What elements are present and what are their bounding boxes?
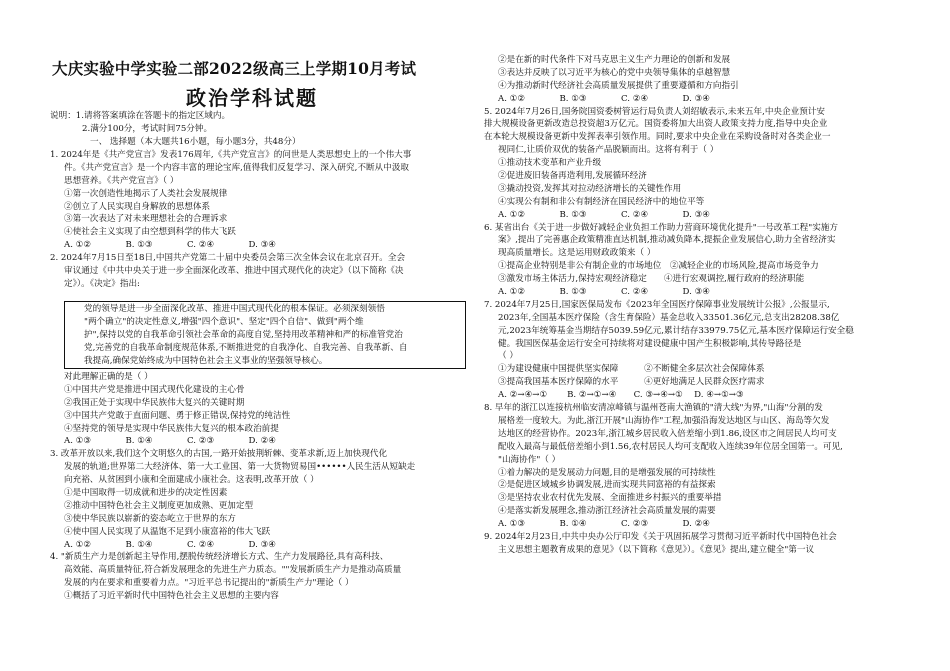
text-line: ④实现公有制和非公有制经济在国民经济中的地位平等 <box>498 196 705 207</box>
text-line: 定》）。《决定》指出: <box>64 278 140 289</box>
text-line: ②促进废旧装备再造利用,发展循环经济 <box>498 171 647 182</box>
text-line: ①着力解决的是发展动力问题,目的是增强发展的可持续性 <box>498 467 716 478</box>
text-line: 7. 2024年7月25日,国家医保局发布《2023年全国医疗保障事业发展统计公报》,公报显示, <box>484 299 830 310</box>
text-line: 5. 2024年7月26日,国务院国资委树管运行局负责人刘绍敏表示,未来五年,中央企业预计安 <box>484 106 825 117</box>
text-line: 展格差一度较大。为此,浙江开展"山海协作"工程,加强沿海发达地区与山区、海岛等欠发 <box>498 415 830 426</box>
text-line: ②创立了人民实现自身解放的思想体系 <box>64 201 211 212</box>
text-line: 配收入最高与最低倍差缩小到1.56,农村居民人均可支配收入连续39年位居全国第一。可见, <box>498 441 843 452</box>
text-line: ②推动中国特色社会主义制度更加成熟、更加定型 <box>64 500 254 511</box>
text-line: A. ②→④→① B. ②→①→④ C. ③→④→① D. ④→①→③ <box>498 390 744 401</box>
text-line: 我提高,确保党始终成为中国特色社会主义事业的坚强领导核心。 <box>84 355 328 366</box>
text-line: "两个确立"的决定性意义,增强"四个意识"、坚定"四个自信"、做到"两个维 <box>84 316 364 327</box>
text-line: ①第一次创造性地揭示了人类社会发展规律 <box>64 188 228 199</box>
exam-title: 大庆实验中学实验二部2022级高三上学期10月考试 <box>52 59 417 78</box>
text-line: ②是在新的时代条件下对马克思主义生产力理论的创新和发展 <box>498 55 731 65</box>
text-line: ③第一次表达了对未来理想社会的合理诉求 <box>64 214 228 225</box>
text-line: ④坚持党的领导是实现中华民族伟大复兴的根本政治前提 <box>64 423 279 434</box>
text-line: 健。我国医保基金运行安全可持续将对建设健康中国产生积极影响,其传导路径是 <box>498 338 802 349</box>
text-line: ③撬动投资,发挥其对拉动经济增长的关键性作用 <box>498 183 682 194</box>
text-line: 发展的内在要求和重要着力点。"习近平总书记提出的"新质生产力"理论（ ） <box>64 578 354 589</box>
text-line: A. ①③ B. ①④ C. ②③ D. ②④ <box>64 436 276 447</box>
text-line: 在本轮大规模设备更新中发挥表率引领作用。同时,要求中央企业在采购设备时对各类企业一 <box>484 132 831 143</box>
text-line: ①概括了习近平新时代中国特色社会主义思想的主要内容 <box>64 591 279 602</box>
text-line: ①中国共产党是推进中国式现代化建设的主心骨 <box>64 384 245 395</box>
text-line: 视同仁,让质价双优的装备产品脱颖而出。这将有利于（ ） <box>498 145 719 156</box>
exam-notes <box>50 110 301 149</box>
text-line: A. ①② B. ①③ C. ②④ D. ③④ <box>64 240 276 251</box>
text-line: ④使中国人民实现了从温饱不足到小康富裕的伟大飞跃 <box>64 526 271 537</box>
text-line: 护",保持以党的自我革命引领社会革命的高度自觉,坚持用改革精神和严的标准管党治 <box>84 329 403 340</box>
text-line: "山海协作"（ ） <box>498 454 561 465</box>
text-line: ④使社会主义实现了由空想到科学的伟大飞跃 <box>64 227 236 238</box>
right-column <box>484 54 924 557</box>
text-line: ③表达并反映了以习近平为核心的党中央领导集体的卓越智慧 <box>498 67 731 78</box>
text-line: 排大规模设备更新改造总投资超3万亿元。国资委将加大出资人政策支持力度,指导中央企业 <box>484 119 828 130</box>
exam-subtitle: 政治学科试题 <box>186 86 318 110</box>
note-line: 2.满分100分，考试时间75分钟。 <box>82 123 213 134</box>
text-line: （ ） <box>498 351 518 362</box>
text-line: ③是坚持农业农村优先发展、全面推进乡村振兴的重要举措 <box>498 493 722 504</box>
text-line: ①是中国取得一切成就和进步的决定性因素 <box>64 488 228 499</box>
text-line: ①提高企业特别是非公有制企业的市场地位 ②减轻企业的市场风险,提高市场竞争力 <box>498 261 819 272</box>
text-line: 主义思想主题教育成果的意见》（以下简称《意见》）。《意见》提出,建立健全"第一议 <box>498 544 815 555</box>
text-line: ③使中华民族以崭新的姿态屹立于世界的东方 <box>64 513 236 524</box>
text-line: 2023年,全国基本医疗保险（含生育保险）基金总收入33501.36亿元,总支出28208.38亿 <box>498 312 840 323</box>
text-line: 3. 改革开放以来,我们这个文明悠久的古国,一路开始披荆斩棘、变革求新,迈上加快现代化 <box>50 449 388 460</box>
text-line: 高效能、高质量特征,符合新发展理念的先进生产力质态。""发展新质生产力是推动高质量 <box>64 565 402 576</box>
text-line: 向充裕、从贫困到小康和全面建成小康社会。这表明,改革开放（ ） <box>64 475 319 486</box>
text-line: 9. 2024年2月23日,中共中央办公厅印发《关于巩固拓展学习贯彻习近平新时代中国特色社会 <box>484 531 837 542</box>
text-line: 党,完善党的自我革命制度规范体系,不断推进党的自我净化、自我完善、自我革新、自 <box>84 342 408 353</box>
text-line: 发展的轨道;世界第二大经济体、第一大工业国、第一大货物贸易国••••••人民生活从短缺走 <box>64 462 416 473</box>
text-line: 审议通过《中共中央关于进一步全面深化改革、推进中国式现代化的决定》（以下简称《决 <box>64 266 404 277</box>
text-line: ③中国共产党敢于直面问题、勇于修正错误,保持党的纯洁性 <box>64 410 291 421</box>
text-line: 1. 2024年是《共产党宣言》发表176周年,《共产党宣言》的问世是人类思想史上的一个伟大事 <box>50 150 412 160</box>
text-line: 案》,提出了完善惠企政策精准直达机制,推动减负降本,提振企业发展信心,助力全省经济实 <box>498 235 836 246</box>
text-line: ④是落实新发展理念,推动浙江经济社会高质量发展的需要 <box>498 506 716 517</box>
text-line: A. ①③ B. ①④ C. ②③ D. ②④ <box>498 519 710 530</box>
text-line: A. ①② B. ①③ C. ②④ D. ③④ <box>498 93 710 104</box>
left-column-part-1 <box>50 149 470 291</box>
text-line: ②是促进区域城乡协调发展,进而实现共同富裕的有益探索 <box>498 480 716 491</box>
text-line: ①推动技术变革和产业升级 <box>498 158 602 169</box>
text-line: ①为建设健康中国提供坚实保障 ②不断健全多层次社会保障体系 <box>498 364 765 375</box>
text-line: A. ①② B. ①④ C. ②④ D. ③④ <box>64 539 276 550</box>
note-line: 说明：1.请将答案填涂在答题卡的指定区域内。 <box>50 111 231 121</box>
text-line: 对此理解正确的是（ ） <box>64 372 153 382</box>
text-line: 思想营养。《共产党宣言》（ ） <box>64 175 179 186</box>
text-line: 2. 2024年7月15日至18日,中国共产党第二十届中央委员会第三次全体会议在北京召开。全会 <box>50 253 406 264</box>
text-line: ④为推动新时代经济社会高质量发展提供了重要遵循和方向指引 <box>498 80 739 91</box>
text-line: 党的领导是进一步全面深化改革、推进中国式现代化的根本保证。必须深刻领悟 <box>84 304 385 314</box>
left-column-part-2 <box>50 371 470 603</box>
text-line: 件。《共产党宣言》是一个内容丰富的理论宝库,值得我们反复学习、深入研究,不断从中汲取 <box>64 162 409 173</box>
quote-text <box>84 303 407 367</box>
text-line: A. ①② B. ①③ C. ②④ D. ③④ <box>498 287 710 298</box>
text-line: 元,2023年统筹基金当期结存5039.59亿元,累计结存33979.75亿元,基本医疗保障运行安全稳 <box>498 325 854 336</box>
text-line: 现高质量增长。这是运用财政政策来（ ） <box>498 248 656 259</box>
text-line: ③激发市场主体活力,保持宏观经济稳定 ④进行宏观调控,履行政府的经济职能 <box>498 274 805 285</box>
text-line: ②我国正处于实现中华民族伟大复兴的关键时期 <box>64 397 245 408</box>
text-line: 8. 早年的浙江以连接杭州临安清凉峰镇与温州苍南大渔镇的"清大线"为界,"山海"分割的发 <box>484 403 823 414</box>
text-line: 4. "新质生产力是创新起主导作用,摆脱传统经济增长方式、生产力发展路径,具有高科技、 <box>50 552 389 563</box>
text-line: ③提高我国基本医疗保障的水平 ④更好地满足人民群众医疗需求 <box>498 377 765 388</box>
text-line: A. ①② B. ①③ C. ②④ D. ③④ <box>498 209 710 220</box>
text-line: 6. 某省出台《关于进一步做好减轻企业负担工作助力营商环境优化提升"一号改革工程"实施方 <box>484 222 838 233</box>
text-line: 达地区的经营协作。2023年,浙江城乡居民收入倍差缩小到1.86,设区市之间居民人均可支 <box>498 428 837 439</box>
section-heading: 一、 选择题（本大题共16小题，每小题3分，共48分） <box>90 136 301 147</box>
